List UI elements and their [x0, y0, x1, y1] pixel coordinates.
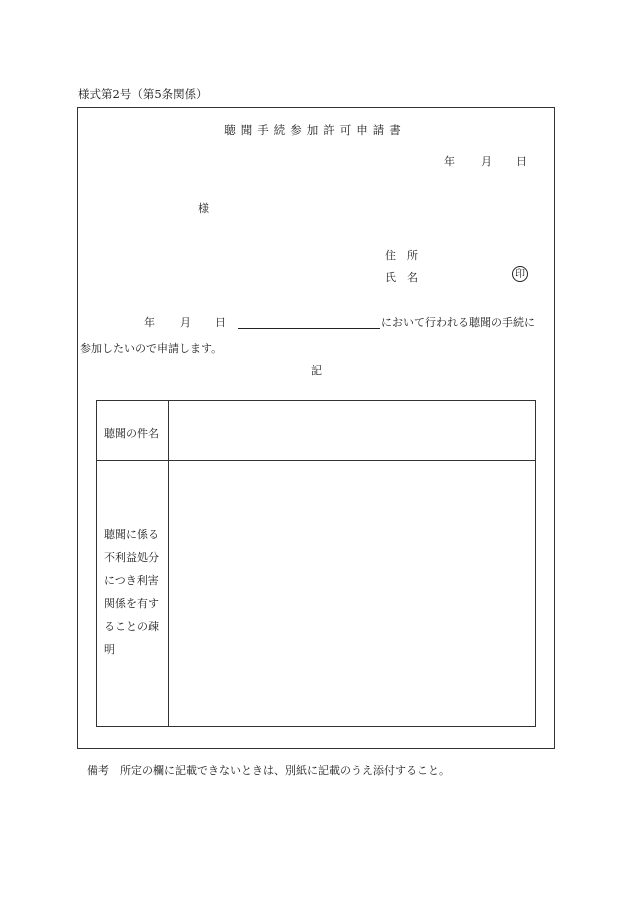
- interest-explanation-field[interactable]: [168, 461, 535, 726]
- interest-label-line-6: 明: [104, 643, 115, 656]
- seal-mark: 印: [512, 266, 528, 282]
- form-title: 聴聞手続参加許可申請書: [224, 123, 406, 137]
- interest-label-line-4: 関係を有す: [104, 597, 159, 610]
- addressee-suffix: 様: [198, 202, 209, 215]
- interest-label-line-3: につき利害: [104, 574, 159, 587]
- interest-label-line-5: ることの疎: [104, 620, 159, 633]
- hearing-subject-field[interactable]: [168, 401, 535, 460]
- address-label: 住 所: [385, 249, 418, 262]
- body-text-after-blank: において行われる聴聞の手続に: [381, 316, 535, 329]
- header-date-year: 年: [444, 155, 455, 168]
- hearing-place-blank[interactable]: [238, 328, 380, 329]
- body-date-year: 年: [144, 316, 155, 329]
- remarks-note: 備考 所定の欄に記載できないときは、別紙に記載のうえ添付すること。: [87, 764, 450, 777]
- hearing-subject-label: 聴聞の件名: [104, 427, 159, 440]
- interest-label-line-2: 不利益処分: [104, 551, 159, 564]
- form-number: 様式第2号（第5条関係）: [78, 87, 208, 101]
- body-date-month: 月: [180, 316, 191, 329]
- body-text-line2: 参加したいので申請します。: [80, 342, 223, 355]
- body-date-day: 日: [215, 316, 226, 329]
- interest-label-line-1: 聴聞に係る: [104, 528, 159, 541]
- ki-heading: 記: [311, 364, 322, 377]
- header-date-month: 月: [481, 155, 492, 168]
- header-date-day: 日: [516, 155, 527, 168]
- name-label: 氏 名: [385, 271, 418, 284]
